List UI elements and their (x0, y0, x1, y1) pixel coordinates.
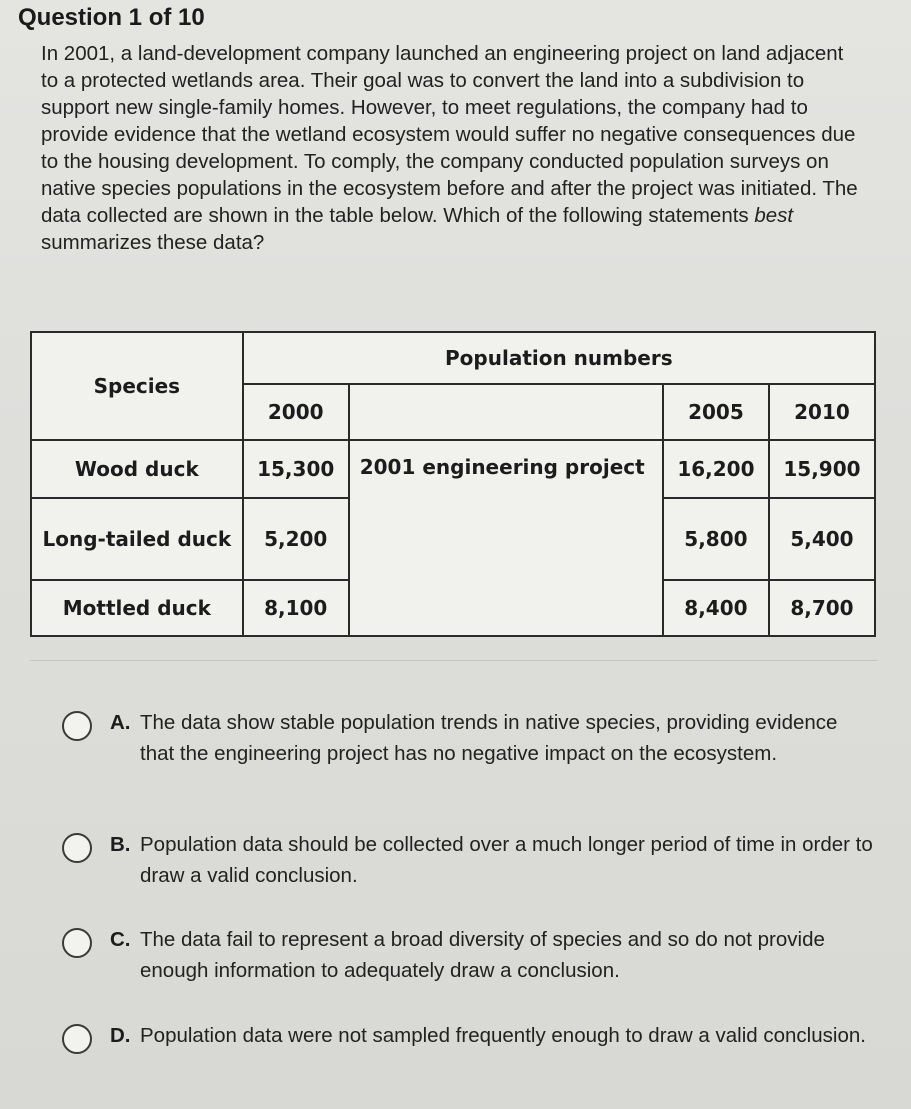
radio-button-icon[interactable] (62, 1024, 92, 1054)
option-text[interactable]: Population data should be collected over a much longer period of time in order to draw a valid conclusion. (140, 833, 873, 887)
year-2000-header: 2000 (243, 384, 349, 440)
value-2005-cell: 8,400 (663, 580, 769, 636)
table-header-row (31, 332, 875, 384)
table-row (31, 440, 875, 498)
answer-option-c[interactable] (62, 924, 882, 986)
option-letter: D. (110, 1024, 131, 1047)
option-text[interactable]: The data fail to represent a broad diversity of species and so do not provide enough information to adequately draw a conclusion. (140, 928, 825, 982)
section-divider (30, 660, 878, 661)
population-table (30, 331, 876, 637)
value-2000-cell: 15,300 (243, 440, 349, 498)
question-text-emphasis: best (754, 204, 794, 227)
value-2010-cell: 8,700 (769, 580, 875, 636)
answer-option-d[interactable] (62, 1020, 882, 1054)
population-numbers-header: Population numbers (243, 332, 875, 384)
species-cell: Wood duck (31, 440, 243, 498)
value-2000-cell: 5,200 (243, 498, 349, 580)
population-table-container (30, 331, 878, 637)
radio-button-icon[interactable] (62, 833, 92, 863)
value-2005-cell: 16,200 (663, 440, 769, 498)
answer-option-a[interactable] (62, 707, 882, 769)
value-2010-cell: 15,900 (769, 440, 875, 498)
question-text-end: summarizes these data? (41, 231, 265, 254)
radio-button-icon[interactable] (62, 711, 92, 741)
option-letter: B. (110, 833, 131, 856)
value-2010-cell: 5,400 (769, 498, 875, 580)
option-text[interactable]: The data show stable population trends in native species, providing evidence that the engineering project has no negative impact on the ecosystem. (140, 711, 838, 765)
option-text[interactable]: Population data were not sampled frequently enough to draw a valid conclusion. (140, 1024, 866, 1047)
question-text (41, 40, 861, 256)
option-letter: C. (110, 928, 131, 951)
year-2010-header: 2010 (769, 384, 875, 440)
species-column-header: Species (31, 332, 243, 440)
value-2005-cell: 5,800 (663, 498, 769, 580)
species-cell: Mottled duck (31, 580, 243, 636)
question-text-main: In 2001, a land-development company launched an engineering project on land adjacent to a protected wetlands area. Their goal was to convert the land into a subdivision to support new single-family homes. However, to meet regulations, the company had to provide evidence that the wetland ecosystem would suffer no negative consequences due to the housing development. To comply, the company conducted population surveys on native species populations in the ecosystem before and after the project was initiated. The data collected are shown in the table below. Which of the following statements (41, 42, 858, 227)
year-2005-header: 2005 (663, 384, 769, 440)
species-cell: Long-tailed duck (31, 498, 243, 580)
answer-option-b[interactable] (62, 829, 882, 891)
value-2000-cell: 8,100 (243, 580, 349, 636)
year-blank-header (349, 384, 663, 440)
option-letter: A. (110, 711, 131, 734)
radio-button-icon[interactable] (62, 928, 92, 958)
engineering-project-cell: 2001 engineering project (349, 440, 663, 636)
question-header: Question 1 of 10 (18, 4, 205, 31)
